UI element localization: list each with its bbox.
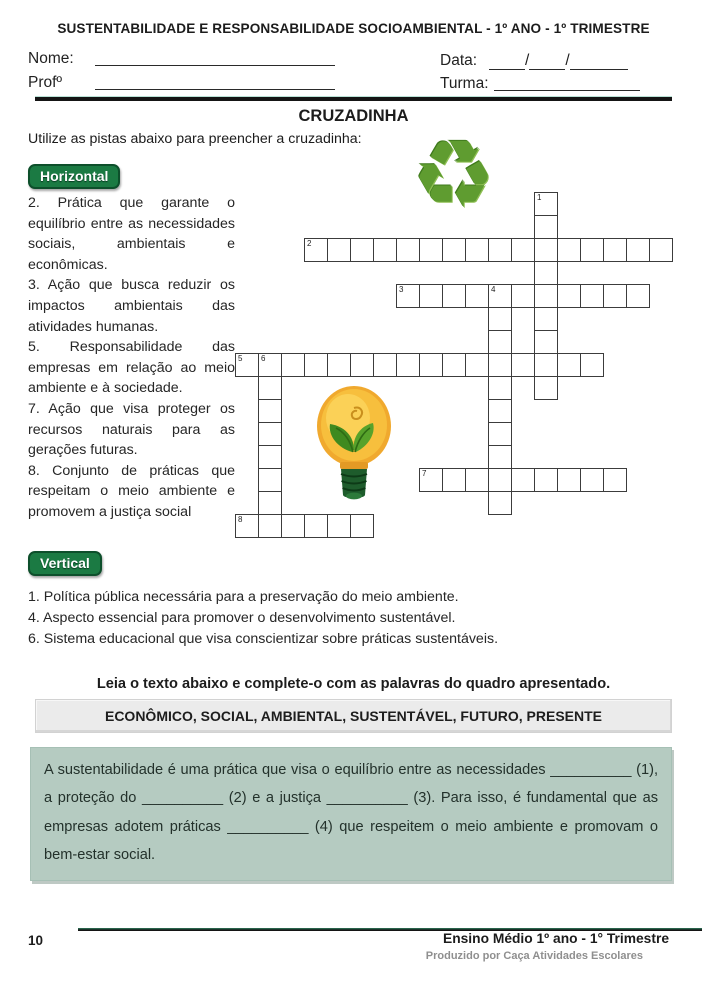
clue-across-2: 2. Prática que garante o equilíbrio entre as necessidades sociais, ambientais e econômicas. <box>28 195 235 273</box>
crossword-instruction: Utilize as pistas abaixo para preencher a cruzadinha: <box>28 131 362 147</box>
data-label: Data: <box>440 52 478 69</box>
prof-label: Profº <box>28 74 63 91</box>
crossword-cell[interactable] <box>419 284 443 308</box>
fill-in-paragraph[interactable]: A sustentabilidade é uma prática que visa o equilíbrio entre as necessidades __________ (1), a proteção do __________ (2) e a justiça __________ (3). Para isso, é fundamental que as empresas adotem práticas __________ (4) que respeitem o meio ambiente e promovam o bem-estar social. <box>30 747 672 881</box>
clue-across-5: 5. Responsabilidade das empresas em relação ao meio ambiente e à sociedade. <box>28 339 235 397</box>
crossword-cell[interactable] <box>304 238 328 262</box>
crossword-cell[interactable] <box>580 238 604 262</box>
crossword-cell[interactable] <box>350 514 374 538</box>
crossword-cell[interactable] <box>281 514 305 538</box>
clue-across-8: 8. Conjunto de práticas que respeitam o meio ambiente e promovem a justiça social <box>28 462 235 520</box>
vertical-clues <box>28 587 683 650</box>
header-separator <box>35 96 672 101</box>
crossword-cell[interactable] <box>350 353 374 377</box>
horizontal-clues <box>28 193 235 523</box>
crossword-cell[interactable] <box>511 468 535 492</box>
crossword-cell[interactable] <box>534 307 558 331</box>
crossword-cell[interactable] <box>419 353 443 377</box>
clue-down-6: 6. Sistema educacional que visa conscientizar sobre práticas sustentáveis. <box>28 631 499 647</box>
crossword-cell[interactable] <box>258 353 282 377</box>
crossword-cell[interactable] <box>534 468 558 492</box>
crossword-cell[interactable] <box>465 468 489 492</box>
crossword-cell[interactable] <box>649 238 673 262</box>
crossword-cell[interactable] <box>442 353 466 377</box>
crossword-cell[interactable] <box>281 353 305 377</box>
crossword-cell[interactable] <box>304 353 328 377</box>
crossword-cell-number: 7 <box>422 469 427 478</box>
crossword-cell[interactable] <box>258 399 282 423</box>
turma-label: Turma: <box>440 75 489 92</box>
crossword-cell-number: 1 <box>537 193 542 202</box>
crossword-cell[interactable] <box>488 330 512 354</box>
crossword-cell[interactable] <box>603 238 627 262</box>
word-bank-box: ECONÔMICO, SOCIAL, AMBIENTAL, SUSTENTÁVEL, FUTURO, PRESENTE <box>35 699 672 733</box>
crossword-cell-number: 6 <box>261 354 266 363</box>
date-slash: / <box>525 52 530 69</box>
crossword-cell[interactable] <box>442 284 466 308</box>
crossword-cell[interactable] <box>258 445 282 469</box>
crossword-cell[interactable] <box>373 353 397 377</box>
crossword-cell[interactable] <box>534 238 558 262</box>
recycle-icon: ♻ <box>411 122 496 227</box>
crossword-cell[interactable] <box>488 238 512 262</box>
nome-label: Nome: <box>28 50 74 67</box>
crossword-cell[interactable] <box>327 238 351 262</box>
footer-producer: Produzido por Caça Atividades Escolares <box>425 950 643 962</box>
crossword-cell[interactable] <box>396 353 420 377</box>
crossword-cell[interactable] <box>534 261 558 285</box>
crossword-cell[interactable] <box>350 238 374 262</box>
page-number: 10 <box>28 933 44 948</box>
crossword-cell[interactable] <box>327 353 351 377</box>
clue-across-7: 7. Ação que visa proteger os recursos naturais para as gerações futuras. <box>28 400 235 459</box>
crossword-cell[interactable] <box>557 353 581 377</box>
crossword-cell[interactable] <box>488 468 512 492</box>
crossword-cell[interactable] <box>511 284 535 308</box>
data-blank-fields[interactable] <box>489 52 628 70</box>
clue-across-3: 3. Ação que busca reduzir os impactos ambientais das atividades humanas. <box>28 277 235 335</box>
crossword-cell[interactable] <box>396 284 420 308</box>
crossword-cell[interactable] <box>534 192 558 216</box>
page-title: CRUZADINHA <box>298 107 409 125</box>
data-month-blank[interactable] <box>529 54 565 70</box>
clue-down-4: 4. Aspecto essencial para promover o desenvolvimento sustentável. <box>28 610 456 626</box>
crossword-cell[interactable] <box>580 284 604 308</box>
crossword-cell[interactable] <box>534 330 558 354</box>
crossword-cell[interactable] <box>419 238 443 262</box>
crossword-cell[interactable] <box>373 238 397 262</box>
crossword-cell[interactable] <box>442 468 466 492</box>
crossword-cell[interactable] <box>603 284 627 308</box>
crossword-cell[interactable] <box>557 468 581 492</box>
crossword-cell[interactable] <box>626 238 650 262</box>
crossword-cell[interactable] <box>488 307 512 331</box>
crossword-cell-number: 4 <box>491 285 496 294</box>
crossword-cell-number: 3 <box>399 285 404 294</box>
crossword-cell[interactable] <box>258 468 282 492</box>
prof-blank-line[interactable] <box>95 74 335 90</box>
vertical-badge: Vertical <box>28 551 102 576</box>
crossword-cell[interactable] <box>235 514 259 538</box>
lightbulb-icon <box>314 382 394 507</box>
footer-course: Ensino Médio 1º ano - 1° Trimestre <box>443 931 669 946</box>
crossword-cell[interactable] <box>534 376 558 400</box>
crossword-cell[interactable] <box>465 238 489 262</box>
crossword-cell[interactable] <box>258 514 282 538</box>
crossword-cell[interactable] <box>465 353 489 377</box>
crossword-cell-number: 8 <box>238 515 243 524</box>
crossword-cell[interactable] <box>488 376 512 400</box>
crossword-cell[interactable] <box>511 238 535 262</box>
turma-blank-line[interactable] <box>494 75 640 91</box>
crossword-cell[interactable] <box>488 353 512 377</box>
crossword-cell[interactable] <box>511 353 535 377</box>
crossword-cell[interactable] <box>304 514 328 538</box>
crossword-cell[interactable] <box>580 353 604 377</box>
crossword-grid <box>235 192 674 539</box>
crossword-cell-number: 2 <box>307 239 312 248</box>
crossword-cell[interactable] <box>419 468 443 492</box>
crossword-cell-number: 5 <box>238 354 243 363</box>
crossword-cell[interactable] <box>557 284 581 308</box>
clue-down-1: 1. Política pública necessária para a preservação do meio ambiente. <box>28 589 459 605</box>
data-day-blank[interactable] <box>489 54 525 70</box>
crossword-cell[interactable] <box>258 422 282 446</box>
crossword-cell[interactable] <box>557 238 581 262</box>
nome-blank-line[interactable] <box>95 50 335 66</box>
crossword-cell[interactable] <box>465 284 489 308</box>
crossword-cell[interactable] <box>258 491 282 515</box>
date-slash: / <box>565 52 570 69</box>
worksheet-title: SUSTENTABILIDADE E RESPONSABILIDADE SOCIOAMBIENTAL - 1º ANO - 1º TRIMESTRE <box>57 21 650 36</box>
crossword-cell[interactable] <box>603 468 627 492</box>
fill-in-instruction: Leia o texto abaixo e complete-o com as palavras do quadro apresentado. <box>96 676 611 692</box>
crossword-cell[interactable] <box>534 215 558 239</box>
crossword-cell[interactable] <box>488 422 512 446</box>
crossword-cell[interactable] <box>534 353 558 377</box>
crossword-cell[interactable] <box>488 491 512 515</box>
crossword-cell[interactable] <box>580 468 604 492</box>
crossword-cell[interactable] <box>488 399 512 423</box>
crossword-cell[interactable] <box>488 445 512 469</box>
crossword-cell[interactable] <box>442 238 466 262</box>
crossword-cell[interactable] <box>235 353 259 377</box>
data-year-blank[interactable] <box>570 54 628 70</box>
crossword-cell[interactable] <box>626 284 650 308</box>
crossword-cell[interactable] <box>258 376 282 400</box>
crossword-cell[interactable] <box>327 514 351 538</box>
crossword-cell[interactable] <box>488 284 512 308</box>
horizontal-badge: Horizontal <box>28 164 120 189</box>
crossword-cell[interactable] <box>534 284 558 308</box>
crossword-cell[interactable] <box>396 238 420 262</box>
